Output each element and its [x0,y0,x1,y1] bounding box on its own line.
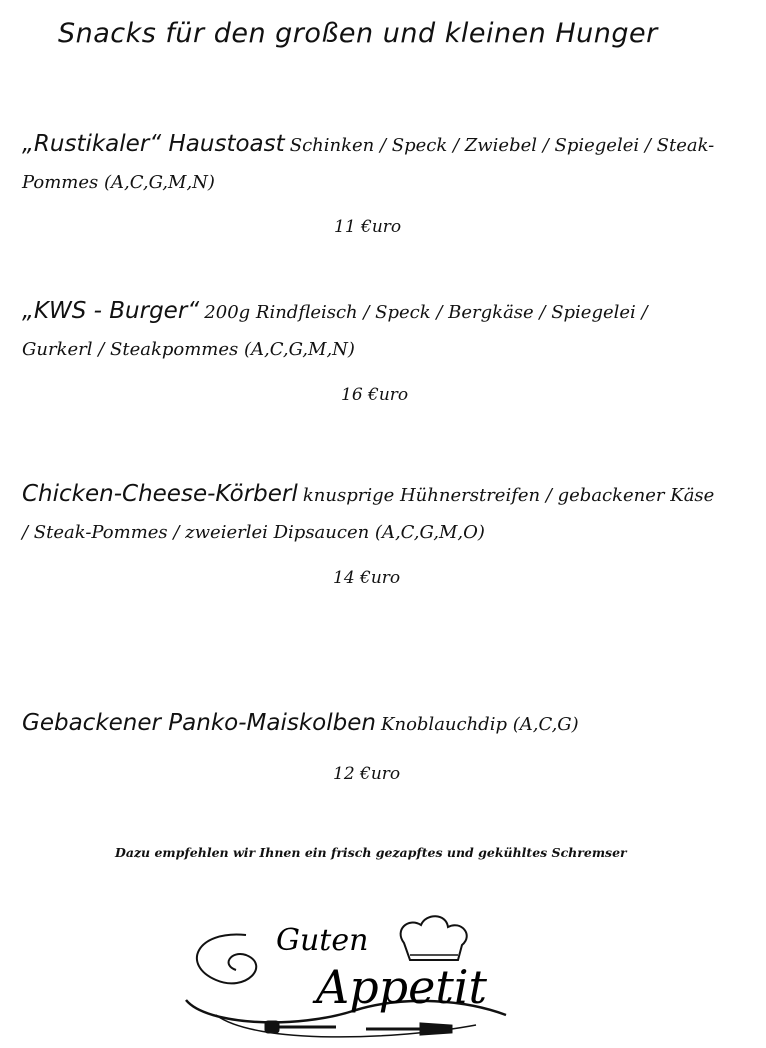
item-description: Schinken / Speck / Zwiebel / Spiegelei / Steak- Pommes (A,C,G,M,N) [22,135,715,193]
menu-item-chicken-cheese [22,476,722,551]
item-name: „Rustikaler“ Haustoast [22,131,285,157]
item-name: „KWS - Burger“ [22,298,200,324]
chef-hat-icon [401,916,467,960]
item-price: 16 €uro [341,385,409,405]
item-name: Chicken-Cheese-Körberl [22,481,298,507]
item-name: Gebackener Panko-Maiskolben [22,710,376,736]
menu-item-maiskolben [22,705,722,743]
logo-text-appetit: Appetit [316,960,488,1014]
item-description: knusprige Hühnerstreifen / gebackener Käse / Steak-Pommes / zweierlei Dipsaucen (A,C,G,M,O) [22,485,715,543]
guten-appetit-logo [176,905,526,1045]
item-price: 14 €uro [333,568,401,588]
item-description: 200g Rindfleisch / Speck / Bergkäse / Spiegelei / Gurkerl / Steakpommes (A,C,G,M,N) [22,302,648,360]
item-price: 12 €uro [333,764,401,784]
menu-item-burger [22,293,722,368]
item-price: 11 €uro [334,217,402,237]
menu-item-haustoast [22,126,722,201]
cutlery-icon [266,1022,451,1034]
item-description: Knoblauchdip (A,C,G) [381,714,579,735]
logo-text-guten: Guten [276,923,369,958]
beer-recommendation: Dazu empfehlen wir Ihnen ein frisch gezapftes und gekühltes Schremser [115,845,627,860]
menu-title: Snacks für den großen und kleinen Hunger [58,18,658,49]
